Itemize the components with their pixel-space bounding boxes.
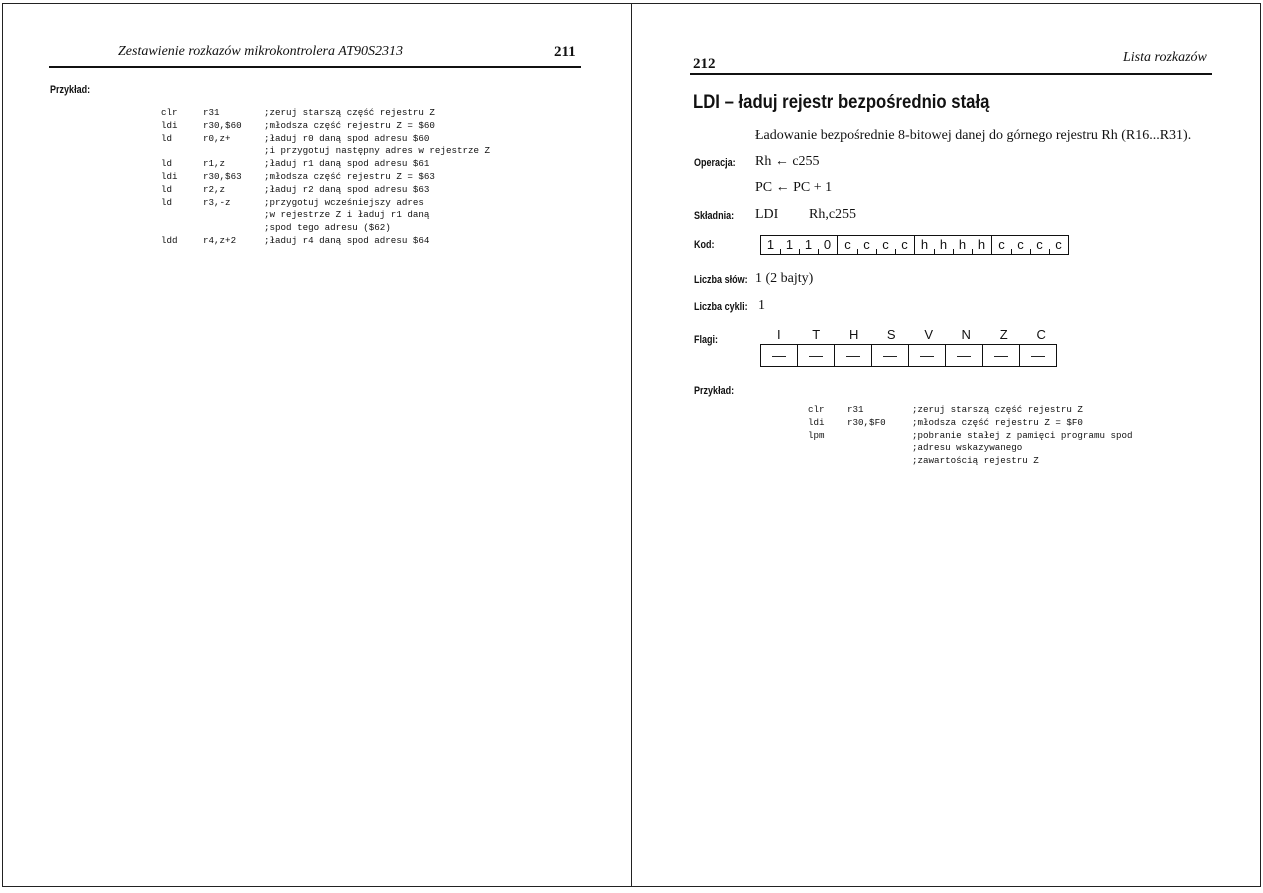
code-operands: r31 [847,404,864,415]
code-line [161,197,621,210]
code-operands: r3,-z [203,196,231,208]
code-comment: ;pobranie stałej z pamięci programu spod [912,429,1133,441]
code-listing [808,404,1248,468]
flag-name: I [776,327,781,342]
code-operands: r4,z+2 [203,234,237,246]
code-line [161,145,621,158]
opcode-bit: c [1011,236,1030,254]
flag-value: — [908,345,945,366]
flag-value: — [834,345,871,366]
flag-name: S [886,327,896,342]
code-comment: ;przygotuj wcześniejszy adres [264,196,424,208]
example-label: Przykład: [694,385,735,397]
flag-name: V [924,327,934,342]
header-rule [690,73,1212,75]
code-operands: r1,z [203,158,226,170]
code-comment: ;zeruj starszą część rejestru Z [264,107,435,118]
code-line [161,184,621,197]
page-number: 212 [693,56,716,72]
code-operands: r30,$60 [203,119,242,131]
code-comment: ;zeruj starszą część rejestru Z [912,404,1083,415]
opcode-nibble [991,236,1068,254]
code-comment: ;ładuj r1 daną spod adresu $61 [264,158,430,170]
flag-value: — [945,345,982,366]
instruction-heading: LDI – ładuj rejestr bezpośrednio stałą [693,92,990,113]
code-line [161,209,621,222]
code-operands: r0,z+ [203,132,231,144]
flag-names-row [760,327,1060,342]
code-comment: ;adresu wskazywanego [912,442,1023,454]
syntax-mnemonic: LDI [755,207,779,222]
code-comment: ;młodsza część rejestru Z = $F0 [912,416,1083,428]
operation-label: Operacja: [694,157,736,169]
opcode-nibble [914,236,991,254]
code-mnemonic: ld [161,132,173,144]
code-line [161,171,621,184]
syntax-operands: Rh,c255 [809,207,857,222]
code-label: Kod: [694,239,715,251]
flag-values-row [760,344,1057,367]
code-line [161,107,621,120]
opcode-bit: h [920,237,929,252]
code-mnemonic: ldi [161,170,178,182]
flag-name: C [1036,327,1046,342]
code-mnemonic: ld [161,196,173,208]
opcode-bit: c [876,236,895,254]
code-line [161,133,621,146]
opcode-nibble [761,236,837,254]
opcode-bit: c [998,237,1005,252]
code-line [161,158,621,171]
instruction-description: Ładowanie bezpośrednie 8-bitowej danej do górnego rejestru Rh (R16...R31). [755,128,1192,143]
words-value: 1 (2 bajty) [755,271,814,286]
running-title: Lista rozkazów [1123,50,1207,65]
flag-value: — [797,345,834,366]
flag-value: — [1019,345,1056,366]
code-mnemonic: clr [161,107,178,118]
opcode-bit: c [844,237,851,252]
code-line [808,455,1248,468]
code-mnemonic: ldi [808,416,825,428]
code-comment: ;zawartością rejestru Z [912,455,1039,467]
flags-label: Flagi: [694,334,719,346]
code-line [161,222,621,235]
left-book-page [2,3,632,887]
header-rule [49,66,581,68]
code-mnemonic: ldi [161,119,178,131]
flag-value: — [871,345,908,366]
code-mnemonic: ld [161,158,173,170]
code-line [161,120,621,133]
page-number: 211 [554,44,576,60]
code-comment: ;ładuj r0 daną spod adresu $60 [264,132,430,144]
operation-line-2: PC ← PC + 1 [755,180,833,195]
cycles-value: 1 [758,298,765,313]
code-comment: ;młodsza część rejestru Z = $63 [264,170,435,182]
opcode-bit: c [895,236,914,254]
flag-name: H [849,327,859,342]
code-comment: ;ładuj r2 daną spod adresu $63 [264,183,430,195]
code-comment: ;w rejestrze Z i ładuj r1 daną [264,209,430,221]
opcode-bit: 1 [766,237,775,252]
code-line [161,235,621,248]
example-label: Przykład: [50,84,91,96]
code-comment: ;młodsza część rejestru Z = $60 [264,119,435,131]
words-label: Liczba słów: [694,274,748,286]
code-comment: ;spod tego adresu ($62) [264,222,391,234]
opcode-bit: 1 [799,236,818,254]
code-operands: r2,z [203,183,226,195]
syntax-label: Składnia: [694,210,735,222]
operation-line-1: Rh ← c255 [755,154,820,169]
code-operands: r31 [203,107,220,118]
opcode-bit: h [934,236,953,254]
code-operands: r30,$63 [203,170,242,182]
running-title: Zestawienie rozkazów mikrokontrolera AT90S2313 [118,44,404,59]
code-mnemonic: ldd [161,234,178,246]
code-line [808,430,1248,443]
opcode-bit: c [1030,236,1049,254]
code-comment: ;ładuj r4 daną spod adresu $64 [264,234,430,246]
opcode-bit: c [857,236,876,254]
code-mnemonic: lpm [808,429,825,441]
code-comment: ;i przygotuj następny adres w rejestrze Z [264,145,491,157]
code-listing [161,107,621,248]
code-mnemonic: ld [161,183,173,195]
opcode-bit: c [1049,236,1068,254]
flag-name: Z [999,327,1008,342]
code-mnemonic: clr [808,404,825,415]
code-operands: r30,$F0 [847,416,886,428]
code-line [808,442,1248,455]
cycles-label: Liczba cykli: [694,301,748,313]
flag-value: — [982,345,1019,366]
flag-name: N [961,327,971,342]
opcode-bit: 1 [780,236,799,254]
opcode-bit: h [953,236,972,254]
opcode-nibble [837,236,914,254]
flag-value: — [772,347,786,363]
code-line [808,404,1248,417]
opcode-bit-table [760,235,1069,255]
opcode-bit: 0 [818,236,837,254]
right-book-page [631,3,1261,887]
flag-name: T [812,327,821,342]
opcode-bit: h [972,236,991,254]
code-line [808,417,1248,430]
